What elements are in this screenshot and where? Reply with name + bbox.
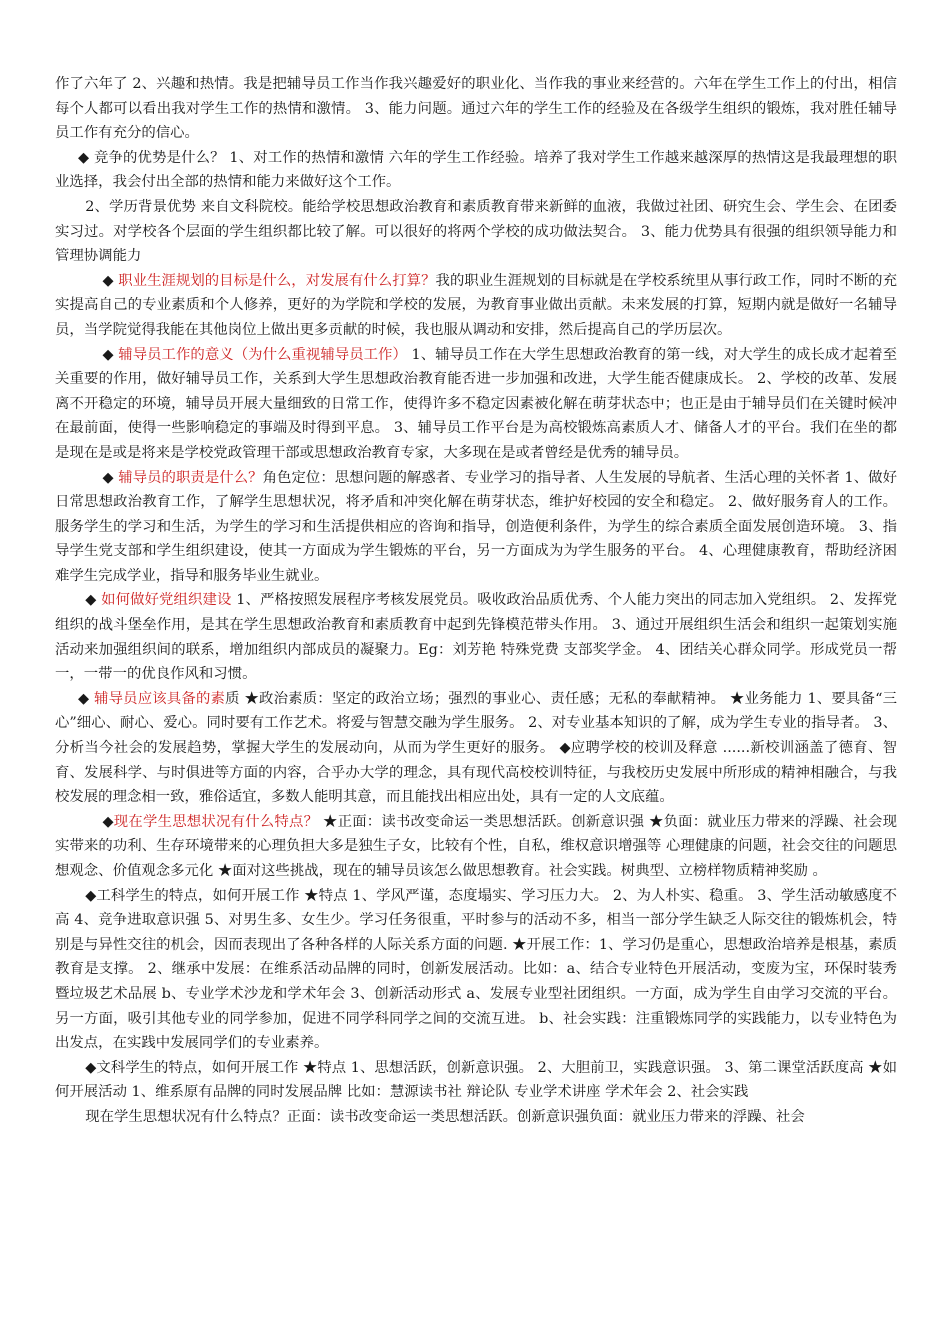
paragraph-text: 1、严格按照发展程序考核发展党员。吸收政治品质优秀、个人能力突出的同志加入党组织。 2、发挥党组织的战斗堡垒作用，是其在学生思想政治教育和素质教育中起到先锋模范带头作用。 3、通过开展组织生活会和组织一起策划实施活动来加强组织间的联系，增加组织内部成员的凝聚力。Eg：刘芳艳 特殊党费 支部奖学金。 4、团结关心群众同学。形成党员一帮一，一带一的优良作风和习惯。 [55,592,897,683]
paragraph-text: 作了六年了 2、兴趣和热情。我是把辅导员工作当作我兴趣爱好的职业化、当作我的事业来经营的。六年在学生工作上的付出，相信每个人都可以看出我对学生工作的热情和激情。 3、能力问题。通过六年的学生工作的经验及在各级学生组织的锻炼，我对胜任辅导员工作有充分的信心。 [55,76,897,142]
paragraph [55,466,897,589]
diamond-bullet-icon: ◆ [78,149,90,166]
paragraph [55,72,897,146]
paragraph [55,269,897,343]
paragraph [55,588,897,686]
diamond-bullet-icon: ◆ [102,346,114,363]
diamond-bullet-icon: ◆ [78,690,90,707]
paragraph [55,687,897,810]
paragraph-text: 我的职业生涯规划的目标就是在学校系统里从事行政工作，同时不断的充实提高自己的专业素质和个人修养，更好的为学院和学校的发展，为教育事业做出贡献。未来发展的打算，短期内就是做好一名辅导员，当学院觉得我能在其他岗位上做出更多贡献的时候，我也服从调动和安排，然后提高自己的学历层次。 [55,272,897,338]
diamond-bullet-icon: ◆ [102,469,114,486]
section-heading: 辅导员工作的意义（为什么重视辅导员工作） [113,346,407,363]
paragraph [55,810,897,884]
paragraph-text: 文科学生的特点，如何开展工作 ★特点 1、思想活跃，创新意识强。 2、大胆前卫，实践意识强。 3、第二课堂活跃度高 ★如何开展活动 1、维系原有品牌的同时发展品牌 比如：慧源读书社 辩论队 专业学术讲座 学术年会 2、社会实践 [55,1059,897,1101]
paragraph-text: 工科学生的特点，如何开展工作 ★特点 1、学风严谨，态度塌实、学习压力大。 2、为人朴实、稳重。 3、学生活动敏感度不高 4、竞争进取意识强 5、对男生多、女生少。学习任务很重，平时参与的活动不多，相当一部分学生缺乏人际交往的锻炼机会，特别是与异性交往的机会，因而表现出了各种各样的人际关系方面的问题. ★开展工作：1、学习仍是重心，思想政治培养是根基，素质教育是支撑。 2、继承中发展：在维系活动品牌的同时，创新发展活动。比如：a、结合专业特色开展活动，变废为宝，环保时装秀暨垃圾艺术品展 b、专业学术沙龙和学术年会 3、创新活动形式 a、发展专业型社团组织。一方面，成为学生自由学习交流的平台。另一方面，吸引其他专业的同学参加，促进不同学科同学之间的交流互进。 b、社会实践：注重锻炼同学的实践能力，以专业特色为出发点，在实践中发展同学们的专业素养。 [55,887,897,1052]
section-heading: 辅导员的职责是什么？ [113,469,263,486]
diamond-bullet-icon: ◆ [85,592,97,609]
paragraph [55,146,897,195]
paragraph-text: 质 ★政治素质：坚定的政治立场；强烈的事业心、责任感；无私的奉献精神。 ★业务能力 1、要具备“三心”细心、耐心、爱心。同时要有工作艺术。将爱与智慧交融为学生服务。 2、对专业基本知识的了解，成为学生专业的指导者。 3、分析当今社会的发展趋势，掌握大学生的发展动向，从而为学生更好的服务。 ◆应聘学校的校训及释意 ......新校训涵盖了德育、智育、发展科学、与时俱进等方面的内容，合乎办大学的理念，具有现代高校校训特征，与我校历史发展中所形成的精神相融合，与我校发展的理念相一致，雅俗适宜，多数人能明其意，而且能找出相应出处，具有一定的人文底蕴。 [55,690,897,806]
section-heading: 现在学生思想状况有什么特点？ [113,813,319,830]
paragraph-text: 2、学历背景优势 来自文科院校。能给学校思想政治教育和素质教育带来新鲜的血液，我做过社团、研究生会、学生会、在团委实习过。对学校各个层面的学生组织都比较了解。可以很好的将两个学校的成功做法契合。 3、能力优势具有很强的组织领导能力和管理协调能力 [55,198,897,265]
paragraph-text: 竞争的优势是什么？ 1、对工作的热情和激情 六年的学生工作经验。培养了我对学生工作越来越深厚的热情这是我最理想的职业选择，我会付出全部的热情和能力来做好这个工作。 [55,149,897,191]
paragraph-text: 角色定位：思想问题的解惑者、专业学习的指导者、人生发展的导航者、生活心理的关怀者 1、做好日常思想政治教育工作，了解学生思想状况，将矛盾和冲突化解在萌芽状态，维护好校园的安全和稳定。 2、做好服务育人的工作。服务学生的学习和生活，为学生的学习和生活提供相应的咨询和指导，创造便利条件，为学生的综合素质全面发展创造环境。 3、指导学生党支部和学生组织建设，使其一方面成为学生锻炼的平台，另一方面成为为学生服务的平台。 4、心理健康教育，帮助经济困难学生完成学业，指导和服务毕业生就业。 [55,469,898,584]
paragraph-text: 现在学生思想状况有什么特点？正面：读书改变命运一类思想活跃。创新意识强负面：就业压力带来的浮躁、社会 [85,1108,805,1125]
paragraph-text: ★正面：读书改变命运一类思想活跃。创新意识强 ★负面：就业压力带来的浮躁、社会现实带来的功利、生存环境带来的心理负担大多是独生子女，比较有个性，自私，维权意识增强等 心理健康的问题，社会交往的问题思想观念、价值观念多元化 ★面对这些挑战，现在的辅导员该怎么做思想教育。社会实践。树典型、立榜样物质精神奖励 。 [55,813,897,879]
section-heading: 辅导员应该具备的素 [89,690,226,707]
document-body [55,72,897,1130]
diamond-bullet-icon: ◆ [85,1059,97,1076]
paragraph-text: 1、辅导员工作在大学生思想政治教育的第一线，对大学生的成长成才起着至关重要的作用，做好辅导员工作，关系到大学生思想政治教育能否进一步加强和改进，大学生能否健康成长。 2、学校的改革、发展离不开稳定的环境，辅导员开展大量细致的日常工作，使得许多不稳定因素被化解在萌芽状态中；也正是由于辅导员们在关键时候冲在最前面，使得一些影响稳定的事端及时得到平息。 3、辅导员工作平台是为高校锻炼高素质人才、储备人才的平台。我们在坐的都是现在是或是将来是学校党政管理干部或思想政治教育专家，大多现在是或者曾经是优秀的辅导员。 [55,346,898,461]
diamond-bullet-icon: ◆ [102,813,114,830]
paragraph [55,884,897,1056]
section-heading: 职业生涯规划的目标是什么，对发展有什么打算？ [113,272,436,289]
paragraph [55,1105,897,1130]
paragraph [55,195,897,269]
section-heading: 如何做好党组织建设 [96,592,232,609]
diamond-bullet-icon: ◆ [85,887,97,904]
paragraph [55,1056,897,1105]
paragraph [55,343,897,466]
diamond-bullet-icon: ◆ [102,272,114,289]
